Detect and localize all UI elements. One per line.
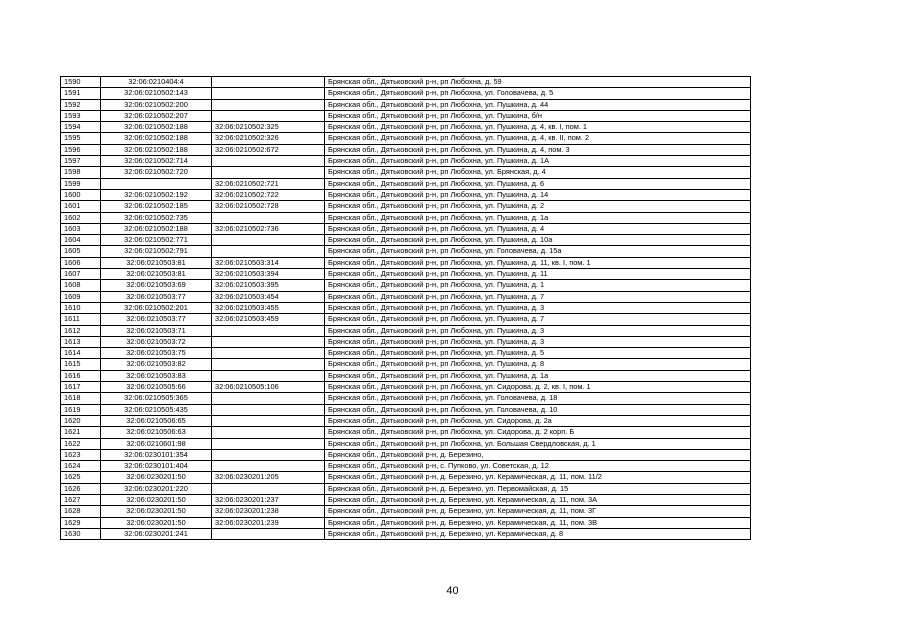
- table-row: [61, 144, 751, 155]
- address-cell: Брянская обл., Дятьковский р-н, рп Любохна, ул. Пушкина, д. 6: [325, 178, 751, 189]
- table-row: [61, 348, 751, 359]
- address-cell: Брянская обл., Дятьковский р-н, рп Любохна, ул. Головачева, д. 15а: [325, 246, 751, 257]
- object-cadastral-number-cell: [212, 336, 325, 347]
- table-row: [61, 382, 751, 393]
- cadastral-number-cell: 32:06:0210503:75: [101, 348, 212, 359]
- table-row: [61, 77, 751, 88]
- row-number-cell: 1593: [61, 110, 101, 121]
- address-cell: Брянская обл., Дятьковский р-н, рп Любохна, ул. Пушкина, д. 3: [325, 302, 751, 313]
- table-row: [61, 314, 751, 325]
- table-row: [61, 461, 751, 472]
- address-cell: Брянская обл., Дятьковский р-н, рп Любохна, ул. Пушкина, д. 10а: [325, 235, 751, 246]
- row-number-cell: 1617: [61, 382, 101, 393]
- object-cadastral-number-cell: [212, 212, 325, 223]
- address-cell: Брянская обл., Дятьковский р-н, рп Любохна, ул. Головачева, д. 18: [325, 393, 751, 404]
- cadastral-number-cell: 32:06:0210601:98: [101, 438, 212, 449]
- address-cell: Брянская обл., Дятьковский р-н, рп Любохна, ул. Большая Свердловская, д. 1: [325, 438, 751, 449]
- row-number-cell: 1608: [61, 280, 101, 291]
- address-cell: Брянская обл., Дятьковский р-н, рп Любохна, ул. Пушкина, д. 1: [325, 280, 751, 291]
- table-row: [61, 212, 751, 223]
- row-number-cell: 1604: [61, 235, 101, 246]
- object-cadastral-number-cell: 32:06:0210502:728: [212, 201, 325, 212]
- address-cell: Брянская обл., Дятьковский р-н, рп Любохна, ул. Пушкина, д. 4: [325, 223, 751, 234]
- row-number-cell: 1630: [61, 528, 101, 539]
- table-row: [61, 427, 751, 438]
- object-cadastral-number-cell: [212, 359, 325, 370]
- address-cell: Брянская обл., Дятьковский р-н, д. Березино, ул. Керамическая, д. 11, пом. 11/2: [325, 472, 751, 483]
- object-cadastral-number-cell: 32:06:0210502:672: [212, 144, 325, 155]
- cadastral-number-cell: 32:06:0210502:185: [101, 201, 212, 212]
- table-row: [61, 506, 751, 517]
- cadastral-number-cell: 32:06:0210502:771: [101, 235, 212, 246]
- address-cell: Брянская обл., Дятьковский р-н, рп Любохна, ул. Головачева, д. 5: [325, 88, 751, 99]
- row-number-cell: 1626: [61, 483, 101, 494]
- row-number-cell: 1623: [61, 449, 101, 460]
- row-number-cell: 1596: [61, 144, 101, 155]
- row-number-cell: 1613: [61, 336, 101, 347]
- row-number-cell: 1602: [61, 212, 101, 223]
- row-number-cell: 1624: [61, 461, 101, 472]
- table-row: [61, 483, 751, 494]
- address-cell: Брянская обл., Дятьковский р-н, рп Любохна, ул. Пушкина, д. 1а: [325, 212, 751, 223]
- address-cell: Брянская обл., Дятьковский р-н, д. Березино,: [325, 449, 751, 460]
- cadastral-number-cell: 32:06:0210505:66: [101, 382, 212, 393]
- address-cell: Брянская обл., Дятьковский р-н, рп Любохна, ул. Пушкина, д. 11: [325, 269, 751, 280]
- address-cell: Брянская обл., Дятьковский р-н, рп Любохна, ул. Пушкина, б/н: [325, 110, 751, 121]
- cadastral-number-cell: 32:06:0210502:143: [101, 88, 212, 99]
- address-cell: Брянская обл., Дятьковский р-н, рп Любохна, ул. Пушкина, д. 14: [325, 189, 751, 200]
- row-number-cell: 1592: [61, 99, 101, 110]
- table-row: [61, 325, 751, 336]
- row-number-cell: 1590: [61, 77, 101, 88]
- row-number-cell: 1598: [61, 167, 101, 178]
- table-row: [61, 291, 751, 302]
- address-cell: Брянская обл., Дятьковский р-н, рп Любохна, ул. Пушкина, д. 44: [325, 99, 751, 110]
- cadastral-number-cell: 32:06:0210404:4: [101, 77, 212, 88]
- address-cell: Брянская обл., Дятьковский р-н, рп Любохна, ул. Пушкина, д. 3: [325, 336, 751, 347]
- table-row: [61, 178, 751, 189]
- table-row: [61, 494, 751, 505]
- address-cell: Брянская обл., Дятьковский р-н, рп Любохна, ул. Пушкина, д. 8: [325, 359, 751, 370]
- table-row: [61, 223, 751, 234]
- row-number-cell: 1611: [61, 314, 101, 325]
- object-cadastral-number-cell: 32:06:0210502:722: [212, 189, 325, 200]
- row-number-cell: 1597: [61, 156, 101, 167]
- row-number-cell: 1599: [61, 178, 101, 189]
- table-row: [61, 122, 751, 133]
- object-cadastral-number-cell: [212, 156, 325, 167]
- object-cadastral-number-cell: 32:06:0210503:394: [212, 269, 325, 280]
- table-row: [61, 438, 751, 449]
- object-cadastral-number-cell: [212, 348, 325, 359]
- cadastral-number-cell: 32:06:0230201:50: [101, 472, 212, 483]
- table-row: [61, 517, 751, 528]
- table-row: [61, 528, 751, 539]
- address-cell: Брянская обл., Дятьковский р-н, рп Любохна, ул. Пушкина, д. 4, кв. II, пом. 2: [325, 133, 751, 144]
- object-cadastral-number-cell: 32:06:0210502:325: [212, 122, 325, 133]
- table-row: [61, 235, 751, 246]
- address-cell: Брянская обл., Дятьковский р-н, рп Любохна, ул. Пушкина, д. 1а: [325, 370, 751, 381]
- row-number-cell: 1600: [61, 189, 101, 200]
- cadastral-number-cell: 32:06:0230201:220: [101, 483, 212, 494]
- cadastral-number-cell: 32:06:0210502:207: [101, 110, 212, 121]
- object-cadastral-number-cell: 32:06:0230201:205: [212, 472, 325, 483]
- cadastral-number-cell: 32:06:0230201:50: [101, 517, 212, 528]
- table-row: [61, 359, 751, 370]
- table-row: [61, 393, 751, 404]
- row-number-cell: 1622: [61, 438, 101, 449]
- object-cadastral-number-cell: 32:06:0210503:454: [212, 291, 325, 302]
- cadastral-number-cell: 32:06:0210502:188: [101, 133, 212, 144]
- cadastral-number-cell: 32:06:0230201:50: [101, 494, 212, 505]
- cadastral-number-cell: 32:06:0210502:201: [101, 302, 212, 313]
- cadastral-number-cell: 32:06:0210505:435: [101, 404, 212, 415]
- address-cell: Брянская обл., Дятьковский р-н, рп Любохна, ул. Пушкина, д. 7: [325, 314, 751, 325]
- object-cadastral-number-cell: 32:06:0230201:239: [212, 517, 325, 528]
- cadastral-number-cell: 32:06:0210506:63: [101, 427, 212, 438]
- cadastral-number-cell: 32:06:0210502:735: [101, 212, 212, 223]
- cadastral-number-cell: 32:06:0210503:82: [101, 359, 212, 370]
- cadastral-number-cell: 32:06:0230101:404: [101, 461, 212, 472]
- row-number-cell: 1628: [61, 506, 101, 517]
- cadastral-number-cell: 32:06:0210505:365: [101, 393, 212, 404]
- address-cell: Брянская обл., Дятьковский р-н, рп Любохна, ул. Брянская, д. 4: [325, 167, 751, 178]
- cadastral-number-cell: 32:06:0210503:83: [101, 370, 212, 381]
- address-cell: Брянская обл., Дятьковский р-н, рп Любохна, ул. Пушкина, д. 2: [325, 201, 751, 212]
- row-number-cell: 1591: [61, 88, 101, 99]
- cadastral-number-cell: 32:06:0210502:192: [101, 189, 212, 200]
- object-cadastral-number-cell: 32:06:0210502:326: [212, 133, 325, 144]
- address-cell: Брянская обл., Дятьковский р-н, д. Березино, ул. Керамическая, д. 8: [325, 528, 751, 539]
- row-number-cell: 1603: [61, 223, 101, 234]
- object-cadastral-number-cell: [212, 77, 325, 88]
- cadastral-number-cell: 32:06:0230201:50: [101, 506, 212, 517]
- row-number-cell: 1594: [61, 122, 101, 133]
- cadastral-number-cell: [101, 178, 212, 189]
- address-cell: Брянская обл., Дятьковский р-н, рп Любохна, д. 59: [325, 77, 751, 88]
- row-number-cell: 1601: [61, 201, 101, 212]
- row-number-cell: 1614: [61, 348, 101, 359]
- table-row: [61, 336, 751, 347]
- object-cadastral-number-cell: [212, 393, 325, 404]
- row-number-cell: 1607: [61, 269, 101, 280]
- row-number-cell: 1610: [61, 302, 101, 313]
- row-number-cell: 1627: [61, 494, 101, 505]
- row-number-cell: 1619: [61, 404, 101, 415]
- cadastral-number-cell: 32:06:0210503:72: [101, 336, 212, 347]
- cadastral-number-cell: 32:06:0210503:77: [101, 314, 212, 325]
- cadastral-number-cell: 32:06:0230201:241: [101, 528, 212, 539]
- cadastral-number-cell: 32:06:0210502:714: [101, 156, 212, 167]
- object-cadastral-number-cell: 32:06:0210503:455: [212, 302, 325, 313]
- cadastral-number-cell: 32:06:0210506:65: [101, 415, 212, 426]
- object-cadastral-number-cell: [212, 235, 325, 246]
- cadastral-number-cell: 32:06:0210502:791: [101, 246, 212, 257]
- object-cadastral-number-cell: 32:06:0210505:106: [212, 382, 325, 393]
- object-cadastral-number-cell: 32:06:0210503:314: [212, 257, 325, 268]
- row-number-cell: 1616: [61, 370, 101, 381]
- object-cadastral-number-cell: [212, 415, 325, 426]
- object-cadastral-number-cell: 32:06:0210502:736: [212, 223, 325, 234]
- cadastral-number-cell: 32:06:0210502:720: [101, 167, 212, 178]
- table-row: [61, 189, 751, 200]
- address-cell: Брянская обл., Дятьковский р-н, рп Любохна, ул. Пушкина, д. 11, кв. I, пом. 1: [325, 257, 751, 268]
- address-cell: Брянская обл., Дятьковский р-н, д. Березино, ул. Керамическая, д. 11, пом. 3А: [325, 494, 751, 505]
- address-cell: Брянская обл., Дятьковский р-н, рп Любохна, ул. Пушкина, д. 4, кв. I, пом. 1: [325, 122, 751, 133]
- row-number-cell: 1612: [61, 325, 101, 336]
- object-cadastral-number-cell: [212, 427, 325, 438]
- row-number-cell: 1615: [61, 359, 101, 370]
- address-cell: Брянская обл., Дятьковский р-н, рп Любохна, ул. Головачева, д. 10: [325, 404, 751, 415]
- address-cell: Брянская обл., Дятьковский р-н, рп Любохна, ул. Пушкина, д. 5: [325, 348, 751, 359]
- object-cadastral-number-cell: 32:06:0230201:237: [212, 494, 325, 505]
- address-cell: Брянская обл., Дятьковский р-н, рп Любохна, ул. Сидорова, д. 2, кв. I, пом. 1: [325, 382, 751, 393]
- cadastral-number-cell: 32:06:0210503:71: [101, 325, 212, 336]
- row-number-cell: 1618: [61, 393, 101, 404]
- page-number: 40: [446, 585, 459, 597]
- cadastral-number-cell: 32:06:0210503:69: [101, 280, 212, 291]
- object-cadastral-number-cell: [212, 99, 325, 110]
- row-number-cell: 1620: [61, 415, 101, 426]
- table-row: [61, 269, 751, 280]
- row-number-cell: 1595: [61, 133, 101, 144]
- object-cadastral-number-cell: [212, 438, 325, 449]
- cadastral-number-cell: 32:06:0210503:81: [101, 257, 212, 268]
- object-cadastral-number-cell: 32:06:0210503:395: [212, 280, 325, 291]
- address-cell: Брянская обл., Дятьковский р-н, рп Любохна, ул. Сидорова, д. 2 корп. Б: [325, 427, 751, 438]
- object-cadastral-number-cell: [212, 370, 325, 381]
- object-cadastral-number-cell: [212, 528, 325, 539]
- table-row: [61, 88, 751, 99]
- table-row: [61, 201, 751, 212]
- object-cadastral-number-cell: 32:06:0210502:721: [212, 178, 325, 189]
- address-cell: Брянская обл., Дятьковский р-н, д. Березино, ул. Первомайская, д. 15: [325, 483, 751, 494]
- table-row: [61, 370, 751, 381]
- table-row: [61, 415, 751, 426]
- table-row: [61, 472, 751, 483]
- cadastral-number-cell: 32:06:0230101:354: [101, 449, 212, 460]
- object-cadastral-number-cell: [212, 404, 325, 415]
- table-row: [61, 99, 751, 110]
- address-cell: Брянская обл., Дятьковский р-н, рп Любохна, ул. Пушкина, д. 1А: [325, 156, 751, 167]
- table-row: [61, 246, 751, 257]
- row-number-cell: 1629: [61, 517, 101, 528]
- object-cadastral-number-cell: 32:06:0230201:238: [212, 506, 325, 517]
- address-cell: Брянская обл., Дятьковский р-н, д. Березино, ул. Керамическая, д. 11, пом. 3В: [325, 517, 751, 528]
- address-cell: Брянская обл., Дятьковский р-н, д. Березино, ул. Керамическая, д. 11, пом. 3Г: [325, 506, 751, 517]
- object-cadastral-number-cell: [212, 110, 325, 121]
- object-cadastral-number-cell: [212, 246, 325, 257]
- table-row: [61, 156, 751, 167]
- cadastral-number-cell: 32:06:0210502:200: [101, 99, 212, 110]
- object-cadastral-number-cell: [212, 449, 325, 460]
- table-row: [61, 302, 751, 313]
- cadastral-number-cell: 32:06:0210502:188: [101, 223, 212, 234]
- table-row: [61, 167, 751, 178]
- cadastral-number-cell: 32:06:0210502:188: [101, 122, 212, 133]
- registry-table-body: [61, 77, 751, 540]
- table-row: [61, 404, 751, 415]
- row-number-cell: 1609: [61, 291, 101, 302]
- cadastral-number-cell: 32:06:0210503:77: [101, 291, 212, 302]
- object-cadastral-number-cell: [212, 483, 325, 494]
- object-cadastral-number-cell: [212, 325, 325, 336]
- table-row: [61, 257, 751, 268]
- address-cell: Брянская обл., Дятьковский р-н, рп Любохна, ул. Пушкина, д. 7: [325, 291, 751, 302]
- object-cadastral-number-cell: 32:06:0210503:459: [212, 314, 325, 325]
- object-cadastral-number-cell: [212, 167, 325, 178]
- row-number-cell: 1605: [61, 246, 101, 257]
- table-row: [61, 280, 751, 291]
- address-cell: Брянская обл., Дятьковский р-н, рп Любохна, ул. Пушкина, д. 4, пом. 3: [325, 144, 751, 155]
- table-row: [61, 110, 751, 121]
- row-number-cell: 1621: [61, 427, 101, 438]
- object-cadastral-number-cell: [212, 88, 325, 99]
- table-row: [61, 133, 751, 144]
- cadastral-number-cell: 32:06:0210503:81: [101, 269, 212, 280]
- address-cell: Брянская обл., Дятьковский р-н, рп Любохна, ул. Пушкина, д. 3: [325, 325, 751, 336]
- object-cadastral-number-cell: [212, 461, 325, 472]
- address-cell: Брянская обл., Дятьковский р-н, с. Пупково, ул. Советская, д. 12: [325, 461, 751, 472]
- cadastral-number-cell: 32:06:0210502:188: [101, 144, 212, 155]
- row-number-cell: 1606: [61, 257, 101, 268]
- table-row: [61, 449, 751, 460]
- registry-table: [60, 76, 751, 540]
- row-number-cell: 1625: [61, 472, 101, 483]
- address-cell: Брянская обл., Дятьковский р-н, рп Любохна, ул. Сидорова, д. 2а: [325, 415, 751, 426]
